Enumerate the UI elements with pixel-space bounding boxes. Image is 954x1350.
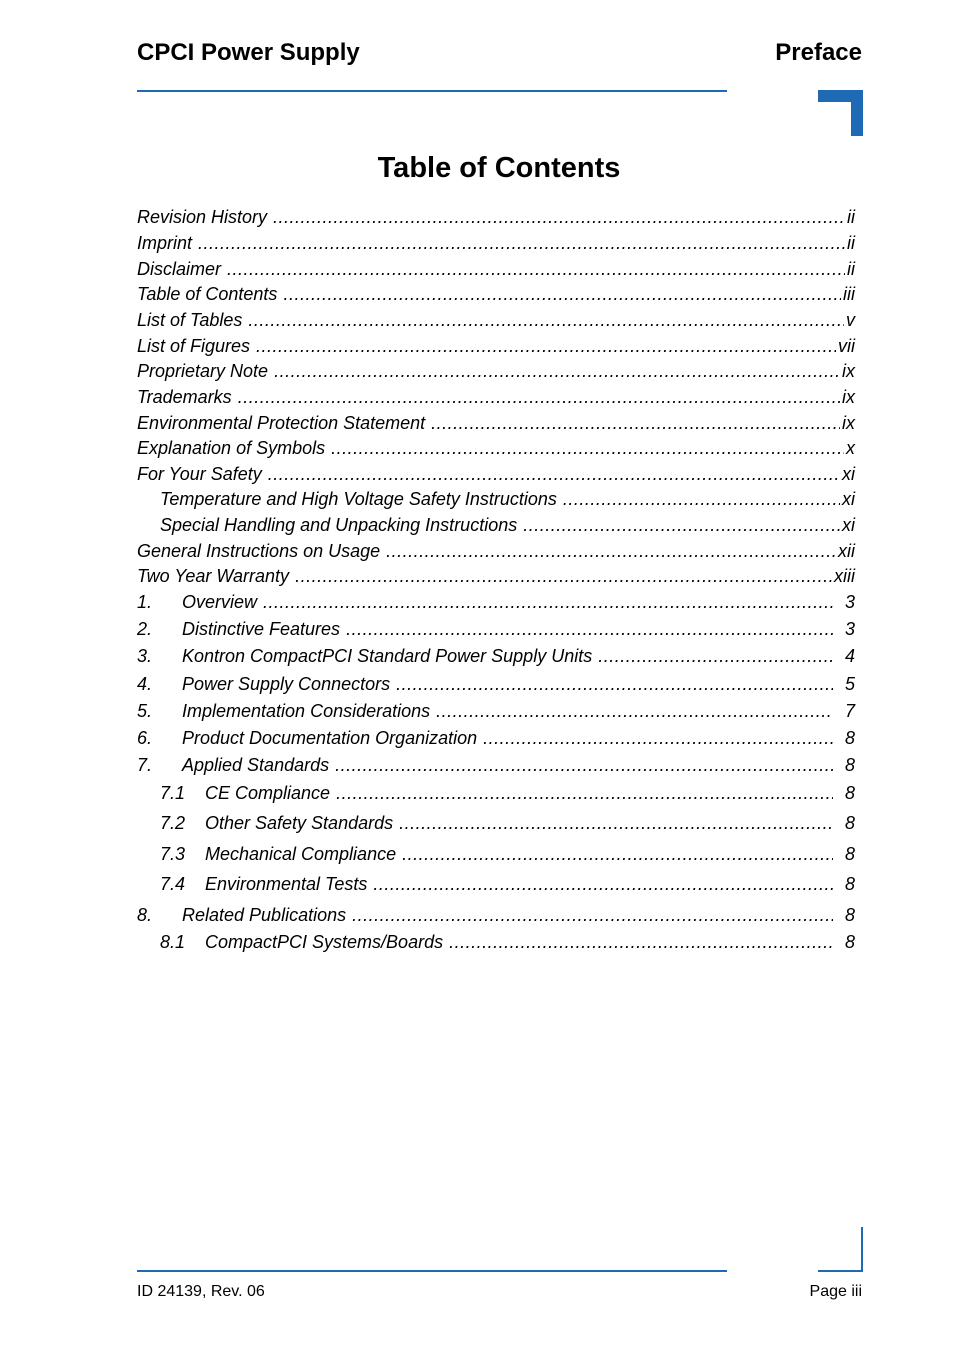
toc-entry-page: xi	[842, 489, 855, 509]
toc-entry[interactable]	[137, 437, 855, 459]
toc-entry-page: ix	[842, 387, 855, 407]
toc-leader	[335, 754, 833, 776]
toc-entry-label: Kontron CompactPCI Standard Power Supply Units	[182, 646, 593, 666]
toc-entry-page: ix	[842, 361, 855, 381]
header-right-title: Preface	[775, 39, 862, 66]
toc-entry-page: 8	[844, 932, 855, 952]
toc-entry[interactable]	[137, 335, 855, 357]
toc-leader	[563, 488, 840, 510]
toc-entry-page: 7	[844, 701, 855, 721]
toc-entry-label: Temperature and High Voltage Safety Instructions	[160, 489, 557, 509]
toc-entry-page: 8	[844, 755, 855, 775]
toc-leader	[295, 565, 832, 587]
toc-chapter-number: 6.	[137, 728, 153, 748]
toc-entry-label: Disclaimer	[137, 259, 222, 279]
toc-entry-label: Product Documentation Organization	[182, 728, 478, 748]
toc-entry-page: xii	[838, 541, 855, 561]
toc-entry-page: 3	[844, 592, 855, 612]
toc-entry-label: Special Handling and Unpacking Instructions	[160, 515, 518, 535]
toc-leader	[336, 782, 833, 804]
toc-entry-label: Proprietary Note	[137, 361, 269, 381]
toc-entry-page: 8	[844, 813, 855, 833]
toc-entry-label: List of Figures	[137, 336, 251, 356]
header-left-title: CPCI Power Supply	[137, 39, 360, 66]
toc-chapter[interactable]	[137, 754, 855, 776]
toc-entry-page: x	[846, 438, 855, 458]
toc-chapter-number: 7.	[137, 755, 153, 775]
toc-chapter-number: 1.	[137, 592, 153, 612]
footer-rule	[137, 1270, 727, 1272]
toc-leader	[386, 540, 836, 562]
toc-section[interactable]	[160, 873, 855, 895]
toc-entry-label: Other Safety Standards	[205, 813, 394, 833]
toc-entry[interactable]	[137, 463, 855, 485]
toc-chapter[interactable]	[137, 700, 855, 722]
toc-entry-label: Distinctive Features	[182, 619, 341, 639]
toc-leader	[436, 700, 833, 722]
toc-leader	[274, 360, 840, 382]
toc-entry-label: Explanation of Symbols	[137, 438, 326, 458]
toc-entry-label: Related Publications	[182, 905, 347, 925]
toc-entry-label: Overview	[182, 592, 258, 612]
toc-leader	[283, 283, 841, 305]
header-rule	[137, 90, 727, 92]
toc-entry-page: xi	[842, 464, 855, 484]
toc-chapter[interactable]	[137, 591, 855, 613]
toc-entry-page: ii	[847, 233, 855, 253]
toc-leader	[523, 514, 840, 536]
toc-chapter-number: 5.	[137, 701, 153, 721]
toc-entry-label: CompactPCI Systems/Boards	[205, 932, 444, 952]
toc-chapter[interactable]	[137, 645, 855, 667]
toc-subentry[interactable]	[160, 514, 855, 536]
toc-entry-label: Mechanical Compliance	[205, 844, 397, 864]
toc-section[interactable]	[160, 812, 855, 834]
corner-mark-bottom-horizontal	[818, 1270, 863, 1272]
toc-entry[interactable]	[137, 283, 855, 305]
page-title: Table of Contents	[377, 152, 621, 184]
toc-leader	[248, 309, 844, 331]
toc-entry-label: Environmental Protection Statement	[137, 413, 426, 433]
toc-entry-label: Two Year Warranty	[137, 566, 290, 586]
toc-subentry[interactable]	[160, 488, 855, 510]
toc-leader	[263, 591, 833, 613]
toc-leader	[198, 232, 845, 254]
toc-leader	[238, 386, 840, 408]
toc-leader	[449, 931, 833, 953]
toc-section-number: 7.3	[160, 844, 186, 864]
toc-entry-page: 8	[844, 783, 855, 803]
toc-entry-page: 5	[844, 674, 855, 694]
footer-page-number: Page iii	[809, 1283, 862, 1300]
toc-chapter[interactable]	[137, 904, 855, 926]
toc-entry-page: vii	[838, 336, 855, 356]
toc-chapter[interactable]	[137, 727, 855, 749]
toc-section-number: 7.1	[160, 783, 186, 803]
toc-entry[interactable]	[137, 412, 855, 434]
toc-leader	[346, 618, 833, 640]
toc-entry-page: ix	[842, 413, 855, 433]
toc-entry[interactable]	[137, 565, 855, 587]
toc-entry-page: 8	[844, 874, 855, 894]
toc-entry[interactable]	[137, 206, 855, 228]
toc-entry[interactable]	[137, 540, 855, 562]
toc-chapter-number: 4.	[137, 674, 153, 694]
toc-entry-label: Table of Contents	[137, 284, 278, 304]
corner-mark-bottom-vertical	[861, 1227, 863, 1272]
toc-entry-page: 8	[844, 728, 855, 748]
toc-leader	[431, 412, 840, 434]
toc-entry-page: 8	[844, 905, 855, 925]
toc-leader	[373, 873, 833, 895]
toc-leader	[352, 904, 833, 926]
toc-leader	[396, 673, 833, 695]
toc-section-number: 8.1	[160, 932, 186, 952]
toc-entry-page: 3	[844, 619, 855, 639]
toc-entry-page: iii	[843, 284, 855, 304]
toc-entry[interactable]	[137, 232, 855, 254]
toc-entry[interactable]	[137, 309, 855, 331]
toc-entry-label: Environmental Tests	[205, 874, 368, 894]
toc-chapter-number: 3.	[137, 646, 153, 666]
corner-mark-top-vertical	[851, 90, 863, 136]
toc-leader	[598, 645, 833, 667]
toc-entry-page: xiii	[834, 566, 855, 586]
toc-chapter[interactable]	[137, 673, 855, 695]
toc-entry-label: For Your Safety	[137, 464, 262, 484]
toc-section-number: 7.4	[160, 874, 186, 894]
toc-entry-page: 4	[844, 646, 855, 666]
toc-leader	[399, 812, 833, 834]
toc-leader	[256, 335, 836, 357]
toc-section-number: 7.2	[160, 813, 186, 833]
toc-chapter-number: 2.	[137, 619, 153, 639]
toc-entry-page: v	[846, 310, 855, 330]
toc-section[interactable]	[160, 931, 855, 953]
toc-entry-label: Trademarks	[137, 387, 232, 407]
toc-section[interactable]	[160, 843, 855, 865]
toc-entry-label: Revision History	[137, 207, 268, 227]
toc-section[interactable]	[160, 782, 855, 804]
toc-leader	[273, 206, 845, 228]
toc-entry-label: General Instructions on Usage	[137, 541, 381, 561]
toc-entry-page: 8	[844, 844, 855, 864]
toc-entry-label: Power Supply Connectors	[182, 674, 391, 694]
toc-leader	[331, 437, 844, 459]
toc-entry[interactable]	[137, 360, 855, 382]
toc-leader	[483, 727, 833, 749]
toc-entry-label: CE Compliance	[205, 783, 331, 803]
toc-entry-page: ii	[847, 207, 855, 227]
toc-chapter-number: 8.	[137, 905, 153, 925]
toc-leader	[402, 843, 833, 865]
toc-chapter[interactable]	[137, 618, 855, 640]
toc-leader	[268, 463, 840, 485]
toc-entry-label: Implementation Considerations	[182, 701, 431, 721]
footer-document-id: ID 24139, Rev. 06	[137, 1283, 265, 1300]
toc-entry[interactable]	[137, 258, 855, 280]
toc-leader	[227, 258, 845, 280]
toc-entry-label: Applied Standards	[182, 755, 330, 775]
toc-entry-label: List of Tables	[137, 310, 243, 330]
toc-entry-page: xi	[842, 515, 855, 535]
toc-entry[interactable]	[137, 386, 855, 408]
toc-entry-page: ii	[847, 259, 855, 279]
toc-entry-label: Imprint	[137, 233, 193, 253]
